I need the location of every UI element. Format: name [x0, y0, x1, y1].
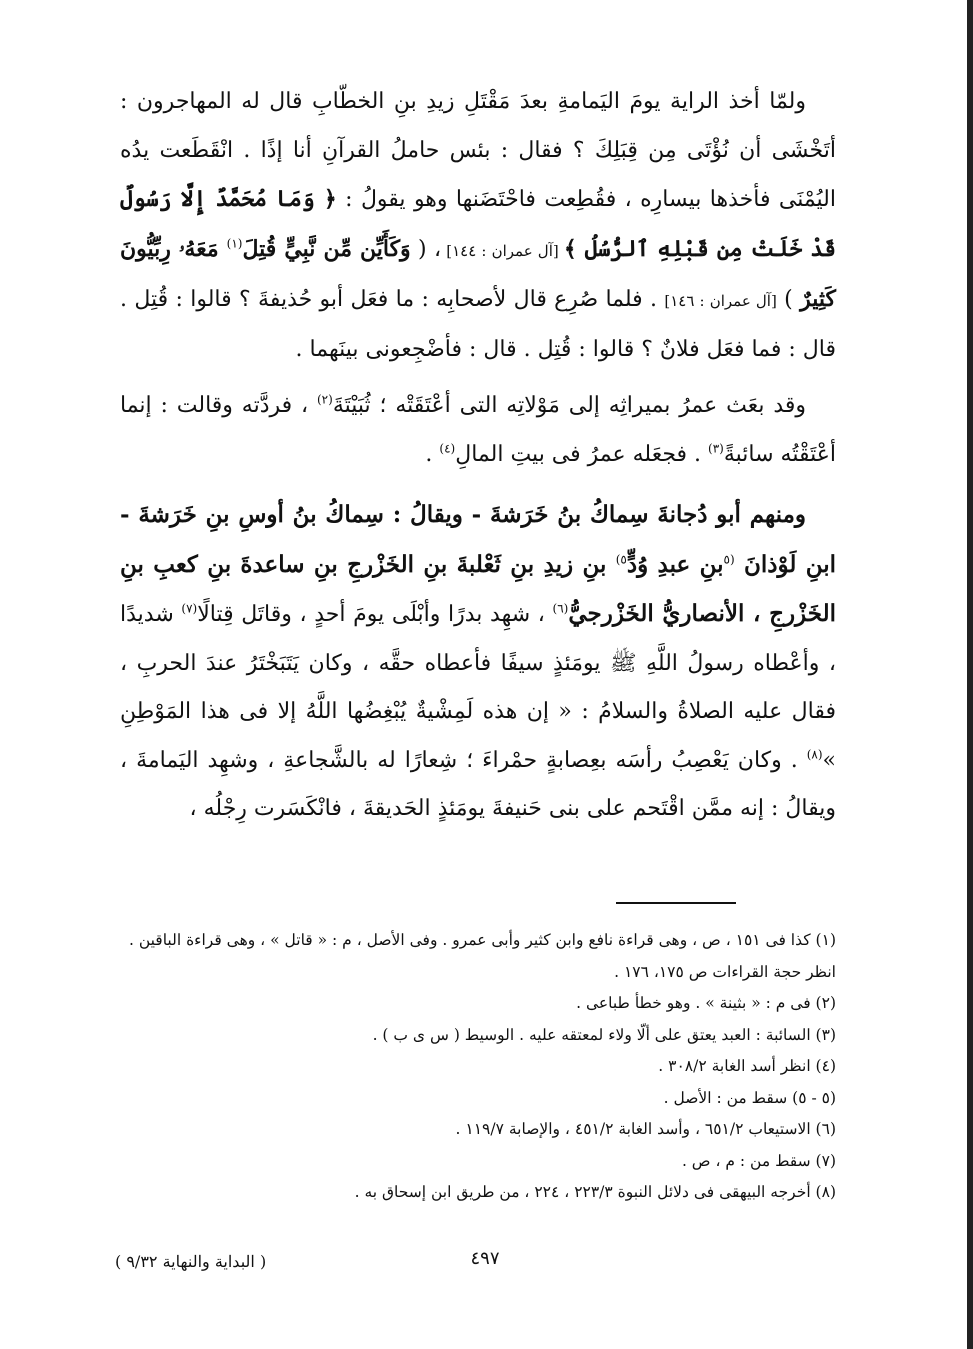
paragraph-2-text-c: . فجعَله عمرُ فى بيتِ المالِ: [455, 441, 709, 467]
footnote-4: (٤) انظر أسد الغابة ٣٠٨/٢ .: [658, 1057, 836, 1075]
footnote-8: (٨) أخرجه البيهقى فى دلائل النبوة ٢٢٣/٣ ، ٢٢٤ ، من طريق ابن إسحاق به .: [354, 1183, 836, 1201]
paragraph-1-text-a: ولمّا أخذ الراية يومَ اليَمامةِ بعدَ مَقْتَلِ زيدِ بنِ الخطّابِ قال له المهاجرون : أتَخْشَى أن نُؤْتَى مِن قِبَلِكَ ؟ فقال : بئس حاملُ القرآنِ أنا إذًا . انْقَطَعت يدُه اليُمْنَى فأخذها بيسارِه ، فقُطِعت فاحْتَضَنها وهو يقولُ :: [120, 89, 837, 212]
biography-name: ومنهم أبو دُجانةَ سِماكُ بنُ خَرَشةَ - ويقالُ : سِماكُ بنُ أوسِ بنِ خَرَشةَ - ابنِ لَوْذانَ: [120, 501, 836, 578]
footnote-1: (١) كذا فى ١٥١ ، ص ، وهى قراءة نافع وابن كثير وأبى عمرو . وفى الأصل ، م : « قاتل » ، وهى قراءة الباقين . انظر حجة القراءات ص ١٧٥، ١٧٦ .: [128, 931, 836, 981]
quran-citation-2: [آل عمران : ١٤٦]: [664, 292, 777, 310]
footnote-3: (٣) السائبة : العبد يعتق على ألّا ولاء لمعتقه عليه . الوسيط ( س ى ب ) .: [372, 1025, 836, 1044]
paragraph-2-text-d: .: [425, 441, 440, 467]
quran-verse-1: ﴿ وَمَا مُحَمَّدٌ إِلَّا رَسُولٌ قَدْ خَلَتْ مِن قَبْلِهِ ٱلرُّسُلُ ﴾: [120, 186, 837, 262]
main-text: [120, 78, 836, 834]
biography-name-3: بنِ زيدِ بنِ ثَعْلبةَ بنِ الخَزْرجِ بنِ ساعدةَ بنِ كعبِ بنِ الخَزْرجِ ، الأنصاريُّ الخَزْرجيُّ: [120, 550, 836, 627]
footnote-ref-8[interactable]: (٨): [806, 747, 823, 762]
footnote-ref-4[interactable]: (٤): [439, 441, 456, 456]
footnote-7: (٧) سقط من : م ، ص .: [681, 1151, 836, 1170]
paragraph-3-text-b: شديدًا ، وأعْطاه رسولُ اللَّهِ ﷺ يومَئذٍ سيفًا فأعطاه حقَّه ، وكان يَتَبَخْتَرُ عندَ الحربِ ، فقال عليه الصلاةُ والسلامُ : « إن هذه لَمِشْيةٌ يُبْغِضُها اللَّهُ إلا فى هذا المَوْطِنِ »: [120, 602, 836, 773]
footnote-ref-2[interactable]: (٢): [316, 392, 333, 407]
footnote-6: (٦) الاستيعاب ٦٥١/٢ ، وأسد الغابة ٤٥١/٢ ، والإصابة ١١٩/٧ .: [455, 1120, 836, 1138]
paragraph-3-text-a: ، شهِد بدرًا وأبْلَى يومَ أحدٍ ، وقاتَل قِتالًا: [197, 602, 553, 627]
paragraph-2-text-a: وقد بعَث عمرُ بميراثِه إلى مَوْلاتِه التى أعْتَقَتْه ؛ ثُبَيْتَةَ: [332, 393, 807, 418]
paragraph-3-biography: [120, 491, 836, 834]
footnote-ref-1[interactable]: (١): [226, 236, 243, 251]
paragraph-2-text-b: ، فردَّته وقالت : إنما أعْتَقْتُه سائبةً: [120, 393, 836, 467]
paragraph-1-text-c: ): [776, 287, 801, 312]
biography-name-2: بنِ عبدِ وُدٍّ: [626, 550, 724, 578]
paragraph-1: [120, 78, 836, 374]
footnote-2: (٢) فى م : « بثينة » . وهو خطأ طباعى .: [576, 994, 836, 1012]
footnote-separator: [616, 902, 736, 904]
paragraph-1-text-d: . فلما صُرِع قال لأصحابِه : ما فعَل أبو حُذيفةَ ؟ قالوا : قُتِل . قال : فما فعَل فلانٌ ؟ قالوا : قُتِل . قال : فأضْجِعونى بينَهما .: [120, 287, 836, 362]
footnote-ref-3[interactable]: (٣): [708, 441, 724, 456]
footnotes: [120, 925, 836, 1209]
footnote-ref-6[interactable]: (٦): [552, 601, 569, 616]
quran-verse-2-cont: مَعَهُۥ رِبِّيُّونَ كَثِيرٌ: [120, 235, 836, 312]
page-number: ٤٩٧: [470, 1248, 500, 1269]
paragraph-2: [120, 382, 836, 479]
quran-verse-2: وَكَأَيِّن مِّن نَّبِيٍّ قُتِلَ: [242, 235, 411, 262]
footnote-5: (٥ - ٥) سقط من : الأصل .: [663, 1088, 836, 1107]
paragraph-3-text-c: . وكان يَعْصِبُ رأسَه بعِصابةٍ حمْراءَ ؛ شِعارًا له بالشَّجاعةِ ، وشهِد اليَمامةَ ، ويقالُ : إنه ممَّن اقْتَحم على بنى حَنيفةَ يومَئذٍ الحَديقةَ ، فانْكَسَرت رِجْلُه ،: [120, 747, 836, 821]
footnote-ref-7[interactable]: (٧): [181, 601, 198, 616]
page-edge-shadow: [967, 0, 973, 1349]
running-footer: ( البداية والنهاية ٩/٣٢ ): [115, 1252, 267, 1271]
quran-citation-1: [آل عمران : ١٤٤]: [441, 241, 564, 260]
footnote-ref-5-end[interactable]: ٥): [615, 552, 627, 567]
footnote-ref-5-start[interactable]: (٥: [723, 552, 735, 567]
paragraph-1-text-b: ، (: [410, 236, 442, 262]
